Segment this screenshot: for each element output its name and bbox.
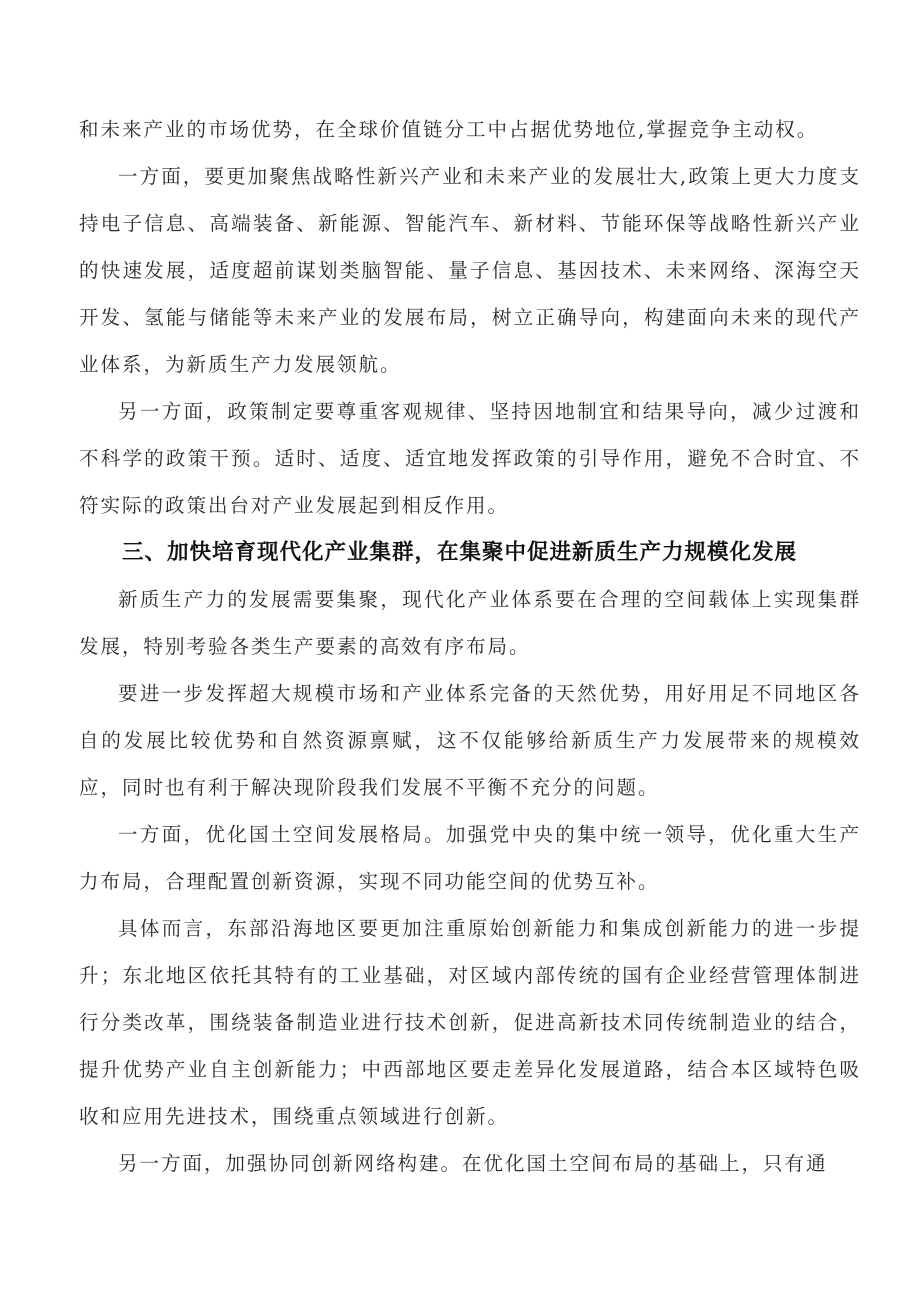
paragraph-innovation-network: 另一方面，加强协同创新网络构建。在优化国土空间布局的基础上，只有通 — [118, 1152, 828, 1175]
paragraph-strategic-industries: 一方面，要更加聚焦战略性新兴产业和未来产业的发展壮大,政策上更大力度支持电子信息、高端装备、新能源、智能汽车、新材料、节能环保等战略性新兴产业的快速发展，适度超前谋划类脑智能、量子信息、基因技术、未来网络、深海空天开发、氢能与储能等未来产业的发展布局，树立正确导向，构建面向未来的现代产业体系，为新质生产力发展领航。 — [79, 165, 861, 376]
paragraph-continuation: 和未来产业的市场优势，在全球价值链分工中占据优势地位,掌握竞争主动权。 — [79, 118, 819, 141]
paragraph-regional-specifics: 具体而言，东部沿海地区要更加注重原始创新能力和集成创新能力的进一步提升；东北地区依托其特有的工业基础，对区域内部传统的国有企业经营管理体制进行分类改革，围绕装备制造业进行技术创新，促进高新技术同传统制造业的结合，提升优势产业自主创新能力；中西部地区要走差异化发展道路，结合本区域特色吸收和应用先进技术，围绕重点领域进行创新。 — [79, 917, 861, 1128]
section-heading-3: 三、加快培育现代化产业集群，在集聚中促进新质生产力规模化发展 — [122, 540, 798, 565]
paragraph-agglomeration: 新质生产力的发展需要集聚，现代化产业体系要在合理的空间载体上实现集群发展，特别考验各类生产要素的高效有序布局。 — [79, 588, 861, 658]
paragraph-policy-making: 另一方面，政策制定要尊重客观规律、坚持因地制宜和结果导向，减少过渡和不科学的政策干预。适时、适度、适宜地发挥政策的引导作用，避免不合时宜、不符实际的政策出台对产业发展起到相反作用。 — [79, 400, 861, 517]
paragraph-market-advantage: 要进一步发挥超大规模市场和产业体系完备的天然优势，用好用足不同地区各自的发展比较优势和自然资源禀赋，这不仅能够给新质生产力发展带来的规模效应，同时也有利于解决现阶段我们发展不平衡不充分的问题。 — [79, 682, 861, 799]
paragraph-spatial-layout: 一方面，优化国土空间发展格局。加强党中央的集中统一领导，优化重大生产力布局，合理配置创新资源，实现不同功能空间的优势互补。 — [79, 823, 861, 893]
document-body — [79, 106, 861, 1187]
